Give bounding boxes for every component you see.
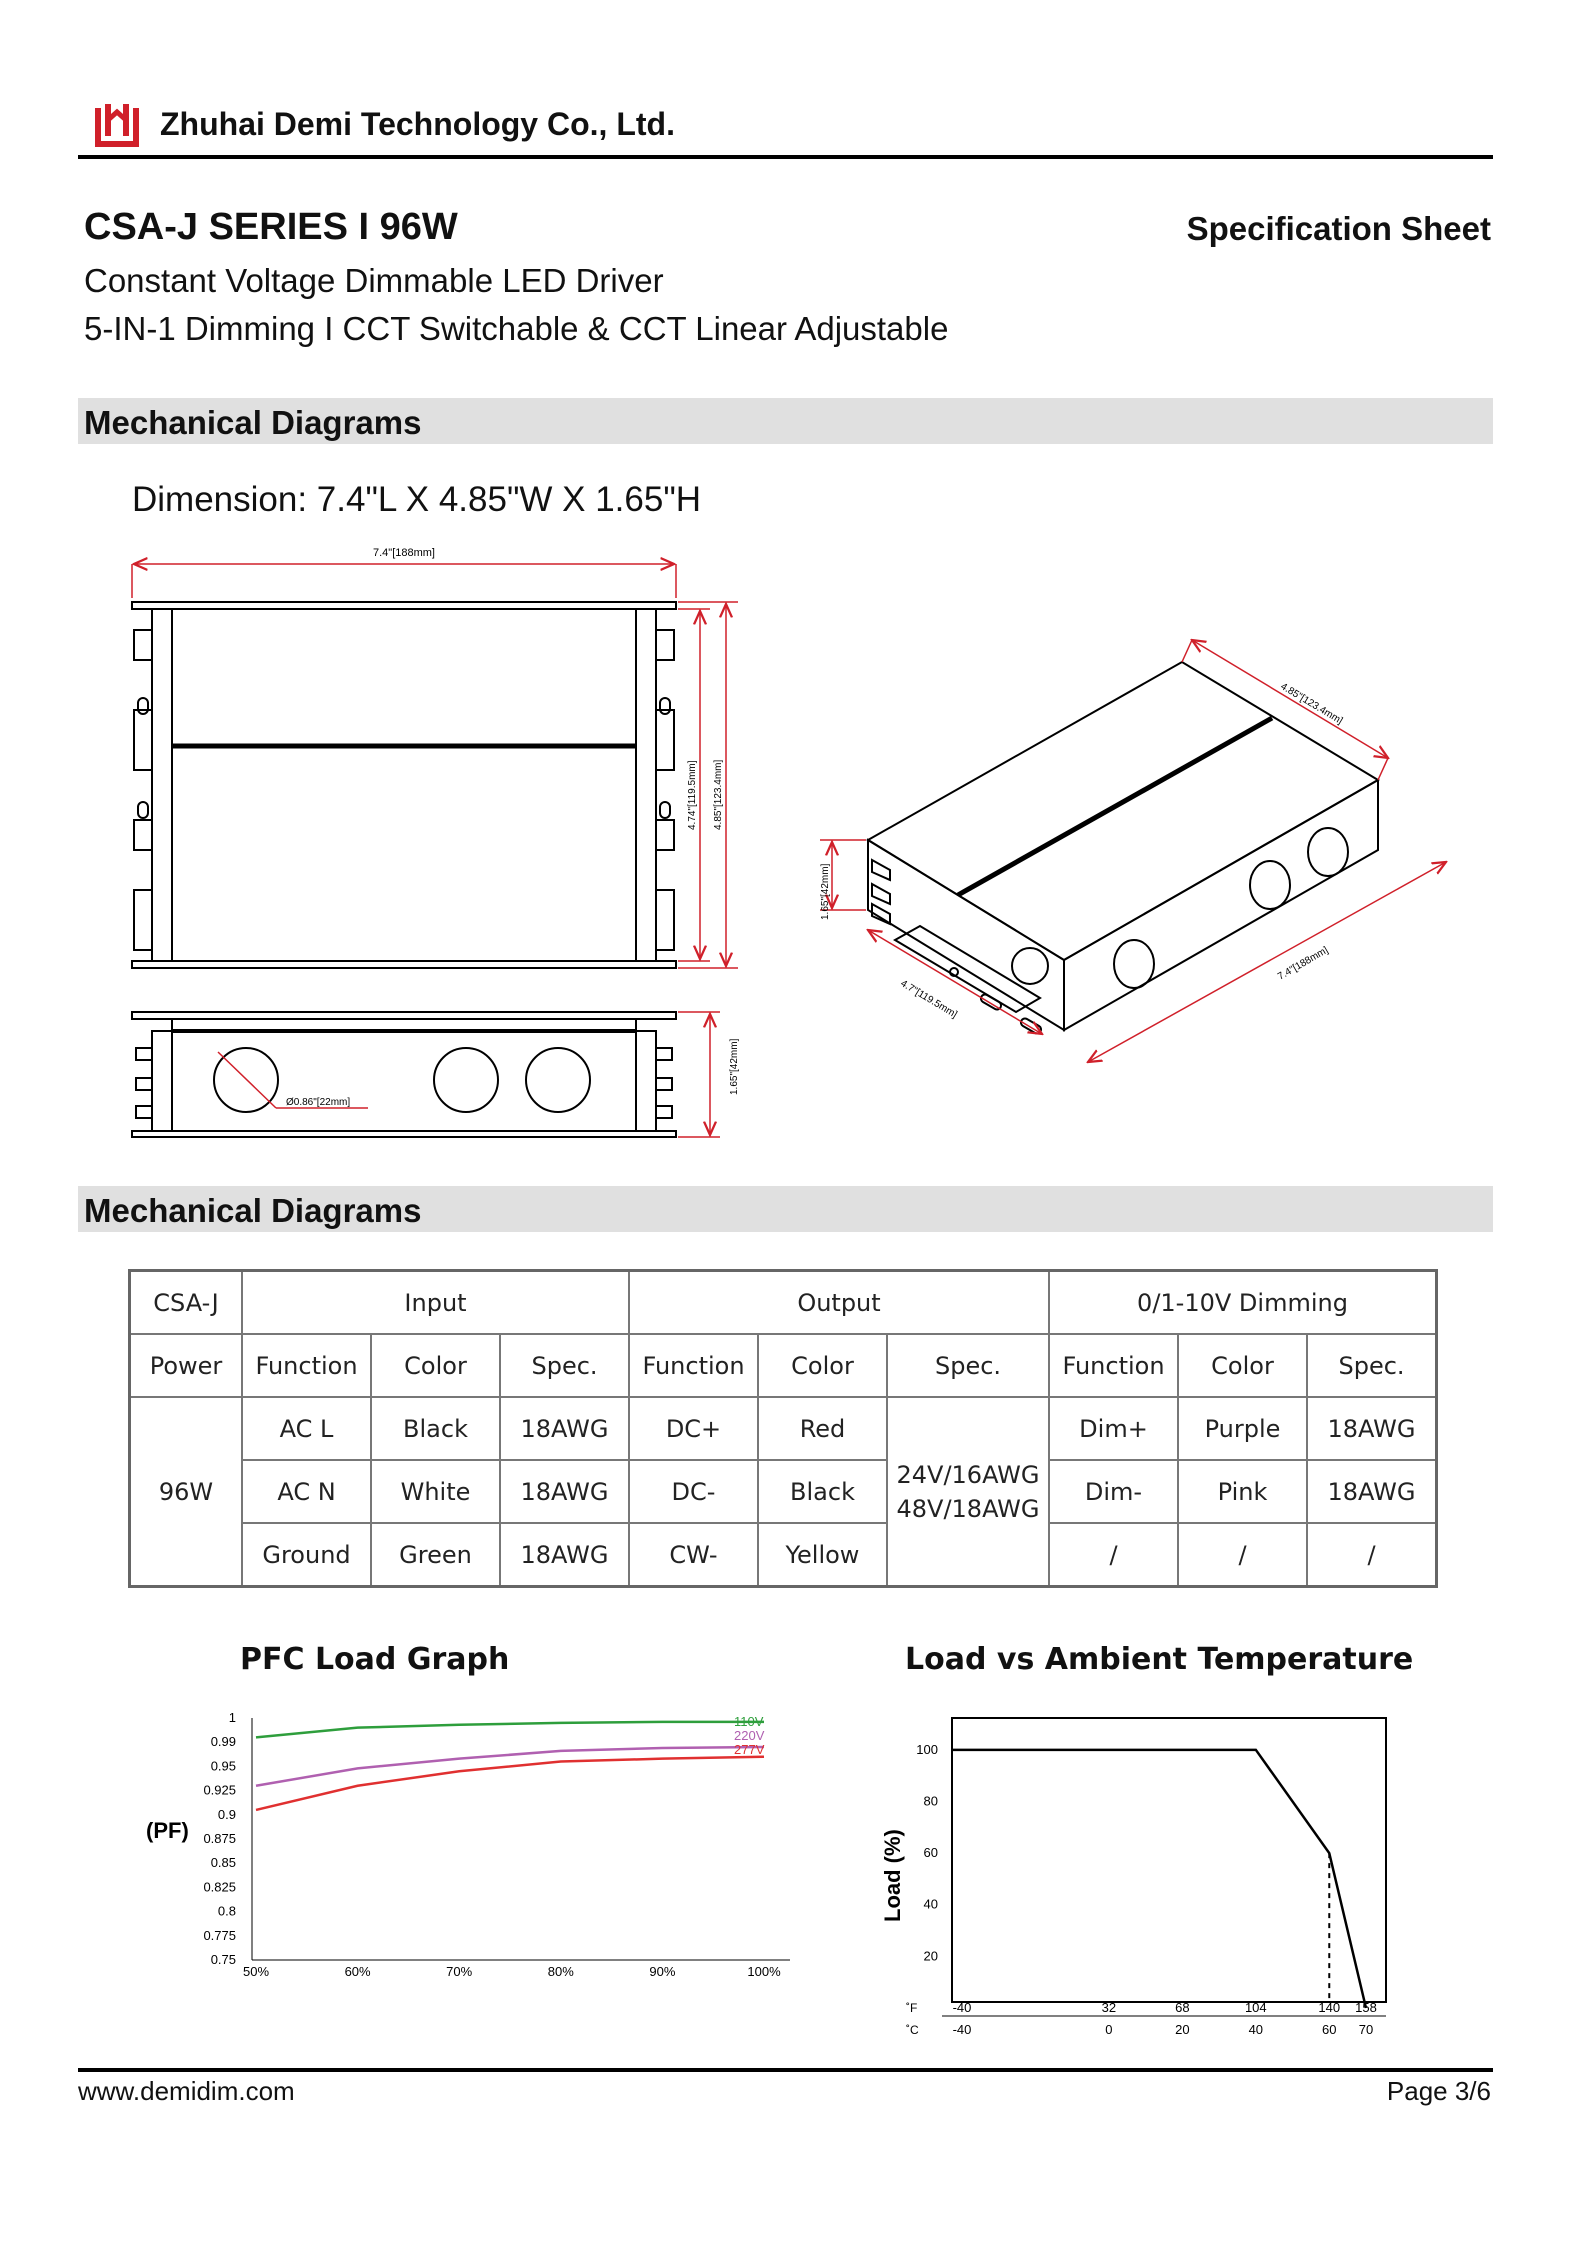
- derating-y-tick: 80: [923, 1793, 938, 1809]
- table-cell: Spec.: [500, 1334, 629, 1397]
- dim-outer-width: 4.85"[123.4mm]: [713, 759, 724, 830]
- pfc-y-tick: 0.99: [210, 1734, 236, 1750]
- table-cell: 18AWG: [500, 1397, 629, 1460]
- table-cell: Black: [371, 1397, 500, 1460]
- output-spec-cell: 24V/16AWG 48V/18AWG: [887, 1397, 1049, 1587]
- table-cell: Spec.: [887, 1334, 1049, 1397]
- dim-top-length: 7.4"[188mm]: [373, 547, 435, 559]
- derating-f-unit: ˚F: [906, 2001, 918, 2015]
- derating-x-tick-c: 0: [1105, 2022, 1113, 2037]
- table-cell: White: [371, 1460, 500, 1523]
- table-cell: AC N: [242, 1460, 371, 1523]
- dim-iso-length: 7.4"[188mm]: [1276, 944, 1331, 983]
- pfc-y-tick: 0.925: [203, 1782, 236, 1798]
- pfc-x-tick: 70%: [446, 1964, 473, 1979]
- derating-x-tick-c: 20: [1175, 2022, 1190, 2037]
- table-cell: 18AWG: [500, 1523, 629, 1587]
- footer-rule: [78, 2068, 1493, 2072]
- derating-x-tick-f: 104: [1244, 2000, 1267, 2015]
- pfc-y-tick: 0.95: [210, 1758, 236, 1774]
- table-cell: Color: [758, 1334, 887, 1397]
- table-cell: /: [1049, 1523, 1178, 1587]
- derating-y-tick: 60: [923, 1845, 938, 1861]
- pfc-chart-title: PFC Load Graph: [240, 1642, 510, 1677]
- table-row: [130, 1397, 1437, 1460]
- table-cell: Spec.: [1307, 1334, 1437, 1397]
- mechanical-diagram: [120, 530, 1500, 1150]
- table-row: [130, 1334, 1437, 1397]
- table-header-output: Output: [629, 1271, 1049, 1335]
- table-cell: AC L: [242, 1397, 371, 1460]
- table-cell: /: [1307, 1523, 1437, 1587]
- power-cell: 96W: [130, 1397, 243, 1587]
- table-cell: CW-: [629, 1523, 758, 1587]
- table-cell: Dim+: [1049, 1397, 1178, 1460]
- derating-x-tick-c: 70: [1358, 2022, 1374, 2037]
- pfc-y-tick: 0.875: [203, 1831, 236, 1846]
- pfc-y-tick: 0.8: [217, 1903, 236, 1919]
- table-cell: Color: [1178, 1334, 1307, 1397]
- table-cell: Function: [1049, 1334, 1178, 1397]
- derating-y-tick: 100: [916, 1741, 938, 1757]
- pfc-x-tick: 50%: [242, 1964, 270, 1979]
- derating-x-tick-f: -40: [952, 2000, 972, 2015]
- pfc-y-tick: 0.775: [203, 1927, 236, 1943]
- pfc-y-tick: 0.85: [210, 1855, 236, 1871]
- table-header-dimming: 0/1-10V Dimming: [1049, 1271, 1437, 1335]
- section-mechanical-2: Mechanical Diagrams: [78, 1186, 1493, 1232]
- table-header-input: Input: [242, 1271, 629, 1335]
- dim-inner-width: 4.74"[119.5mm]: [687, 760, 698, 830]
- table-cell: Power: [130, 1334, 243, 1397]
- subtitle-1: Constant Voltage Dimmable LED Driver: [84, 262, 664, 299]
- table-row: [130, 1271, 1437, 1335]
- table-cell: /: [1178, 1523, 1307, 1587]
- derating-chart-title: Load vs Ambient Temperature: [905, 1642, 1414, 1677]
- pfc-ylabel: (PF): [146, 1818, 189, 1843]
- dimension-label: Dimension: 7.4"L X 4.85"W X 1.65"H: [132, 480, 702, 519]
- pfc-y-tick: 1: [228, 1710, 236, 1725]
- pfc-x-tick: 60%: [344, 1964, 371, 1979]
- dim-iso-width: 4.85"[123.4mm]: [1278, 681, 1345, 727]
- table-cell: Dim-: [1049, 1460, 1178, 1523]
- table-cell: Function: [629, 1334, 758, 1397]
- table-cell: Ground: [242, 1523, 371, 1587]
- table-cell: 18AWG: [1307, 1460, 1437, 1523]
- section-mechanical-1: Mechanical Diagrams: [78, 398, 1493, 444]
- table-cell: Pink: [1178, 1460, 1307, 1523]
- derating-x-tick-c: -40: [952, 2022, 972, 2037]
- derating-x-tick-f: 32: [1101, 2000, 1117, 2015]
- table-cell: Yellow: [758, 1523, 887, 1587]
- page-title: CSA-J SERIES I 96W: [84, 206, 458, 248]
- derating-x-tick-f: 68: [1175, 2000, 1190, 2015]
- derating-chart: [870, 1700, 1410, 2050]
- table-cell: 18AWG: [500, 1460, 629, 1523]
- table-cell: DC-: [629, 1460, 758, 1523]
- table-cell: Color: [371, 1334, 500, 1397]
- company-name: Zhuhai Demi Technology Co., Ltd.: [160, 106, 675, 142]
- derating-x-tick-c: 60: [1322, 2022, 1337, 2037]
- table-cell: Purple: [1178, 1397, 1307, 1460]
- dim-side-height: 1.65"[42mm]: [729, 1038, 740, 1095]
- footer-url[interactable]: www.demidim.com: [78, 2076, 295, 2106]
- table-cell: Black: [758, 1460, 887, 1523]
- derating-y-tick: 40: [923, 1896, 938, 1912]
- derating-x-tick-f: 158: [1355, 2000, 1377, 2015]
- table-header-model: CSA-J: [130, 1271, 243, 1335]
- pfc-x-tick: 100%: [747, 1964, 781, 1979]
- derating-curve: [952, 1750, 1366, 2008]
- table-cell: Red: [758, 1397, 887, 1460]
- table-cell: DC+: [629, 1397, 758, 1460]
- derating-x-tick-c: 40: [1248, 2022, 1264, 2037]
- pfc-x-tick: 80%: [547, 1964, 574, 1979]
- derating-y-tick: 20: [923, 1948, 938, 1964]
- table-cell: Function: [242, 1334, 371, 1397]
- pfc-series-label: 277V: [734, 1742, 765, 1757]
- subtitle-2: 5-IN-1 Dimming I CCT Switchable & CCT Linear Adjustable: [84, 310, 949, 347]
- pfc-y-tick: 0.9: [217, 1806, 236, 1822]
- dim-iso-height: 1.65"[42mm]: [820, 863, 831, 920]
- pfc-series-line: [256, 1722, 764, 1737]
- pfc-series-label: 110V: [734, 1714, 764, 1729]
- pfc-y-tick: 0.825: [203, 1879, 236, 1895]
- spec-sheet-label: Specification Sheet: [1186, 210, 1491, 247]
- header-rule: [78, 155, 1493, 159]
- pfc-chart: [130, 1700, 810, 2000]
- demi-logo-icon: [92, 98, 142, 150]
- pfc-series-label: 220V: [734, 1728, 765, 1743]
- table-cell: Green: [371, 1523, 500, 1587]
- table-row: [130, 1460, 1437, 1523]
- pfc-x-tick: 90%: [649, 1964, 676, 1979]
- pfc-y-tick: 0.75: [210, 1952, 236, 1967]
- derating-x-tick-f: 140: [1318, 2000, 1341, 2015]
- derating-ylabel: Load (%): [880, 1829, 905, 1922]
- footer-page: Page 3/6: [1386, 2076, 1491, 2106]
- table-row: [130, 1523, 1437, 1587]
- pfc-series-line: [256, 1757, 764, 1810]
- table-cell: 18AWG: [1307, 1397, 1437, 1460]
- derating-c-unit: ˚C: [906, 2023, 919, 2037]
- wiring-table: [128, 1269, 1438, 1588]
- dim-iso-depth: 4.7"[119.5mm]: [898, 978, 959, 1021]
- dim-hole: Ø0.86"[22mm]: [286, 1097, 351, 1108]
